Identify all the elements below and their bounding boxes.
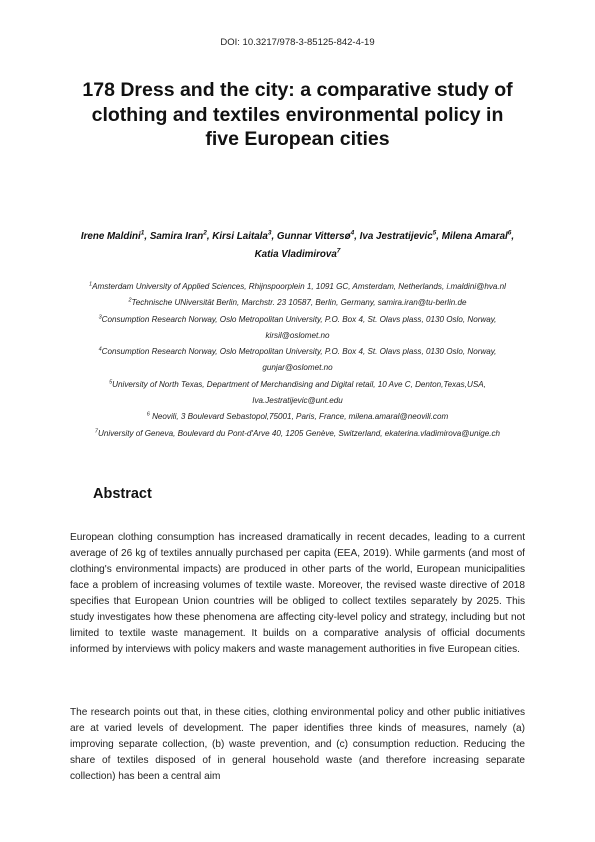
author-name: Katia Vladimirova — [254, 249, 337, 260]
author-superscript: 2 — [203, 229, 207, 237]
affiliation — [70, 377, 525, 410]
author-name: Samira Iran — [149, 231, 204, 242]
author-separator: , — [271, 231, 277, 242]
affiliation-text: Consumption Research Norway, Oslo Metropolitan University, P.O. Box 4, St. Olavs plass, 0130 Oslo, Norway, kirsil@oslomet.no — [101, 314, 497, 340]
affiliation — [70, 295, 525, 311]
affiliation-list — [70, 279, 525, 442]
abstract-heading: Abstract — [93, 486, 152, 502]
paper-title: 178 Dress and the city: a comparative study of clothing and textiles environmental policy in five European cities — [82, 79, 513, 150]
author-separator: , — [511, 231, 515, 242]
affiliation-text: Amsterdam University of Applied Sciences, Rhijnspoorplein 1, 1091 GC, Amsterdam, Netherlands, i.maldini@hva.nl — [92, 282, 506, 291]
affiliation — [70, 279, 525, 295]
affiliation — [70, 409, 525, 425]
affiliation-superscript: 3 — [98, 313, 102, 320]
author-list — [70, 228, 525, 264]
affiliation — [70, 312, 525, 345]
author-superscript: 1 — [140, 229, 145, 237]
affiliation-text: Technische UNiversität Berlin, Marchstr. 23 10587, Berlin, Germany, samira.iran@tu-berlin.de — [131, 298, 467, 308]
affiliation-text: University of Geneva, Boulevard du Pont-d'Arve 40, 1205 Genève, Switzerland, ekaterina.vladimirova@unige.ch — [97, 428, 501, 438]
author-superscript: 7 — [336, 247, 341, 255]
author-separator: , — [144, 231, 150, 242]
author-name: Irene Maldini — [80, 231, 141, 242]
affiliation — [70, 344, 525, 377]
affiliation — [70, 426, 525, 442]
affiliation-text: Neovili, 3 Boulevard Sebastopol,75001, Paris, France, milena.amaral@neovili.com — [149, 412, 449, 422]
author-name: Kirsi Laitala — [212, 231, 268, 242]
abstract-paragraph: The research points out that, in these cities, clothing environmental policy and other public initiatives are at varied levels of development. The paper identifies three kinds of measures, namely (a) improving separate collection, (b) waste prevention, and (c) consumption reduction. Reducing the share of textiles disposed of in general household waste (and therefore increasing separate collection) has been a central aim — [70, 707, 525, 782]
affiliation-superscript: 4 — [98, 346, 102, 353]
doi: DOI: 10.3217/978-3-85125-842-4-19 — [220, 37, 375, 48]
author-name: Milena Amaral — [441, 231, 508, 242]
affiliation-text: University of North Texas, Department of Merchandising and Digital retail, 10 Ave C, Denton,Texas,USA, Iva.Jestratijevic@unt.edu — [112, 379, 486, 406]
affiliation-superscript: 5 — [109, 379, 113, 386]
affiliation-superscript: 1 — [89, 281, 93, 288]
author-name: Gunnar Vittersø — [276, 231, 351, 242]
author-superscript: 5 — [432, 229, 437, 237]
author-superscript: 4 — [350, 229, 355, 237]
affiliation-superscript: 7 — [94, 427, 98, 434]
author-superscript: 3 — [267, 229, 272, 237]
affiliation-superscript: 6 — [146, 411, 150, 418]
author-separator: , — [206, 231, 213, 242]
abstract-paragraph: European clothing consumption has increased dramatically in recent decades, leading to a current average of 26 kg of textiles annually purchased per capita (EEA, 2019). While garments (and most of clothing's environmental impacts) are produced in other parts of the world, European municipalities face a problem of increasing volumes of textile waste. Moreover, the revised waste directive of 2018 specifies that European Union countries will be obliged to collect textiles separately by 2025. This study investigates how these phenomena are affecting city-level policy and strategy, including but not limited to textile waste management. It builds on a comparative analysis of official documents informed by interviews with policy makers and waste management authorities in five European cities. — [70, 532, 525, 655]
author-name: Iva Jestratijevic — [359, 231, 433, 242]
author-separator: , — [354, 231, 360, 242]
affiliation-superscript: 2 — [128, 297, 132, 304]
author-separator: , — [436, 231, 442, 242]
author-superscript: 6 — [507, 229, 512, 237]
affiliation-text: Consumption Research Norway, Oslo Metropolitan University, P.O. Box 4, St. Olavs plass, 0130 Oslo, Norway, gunjar@oslomet.no — [101, 347, 497, 373]
